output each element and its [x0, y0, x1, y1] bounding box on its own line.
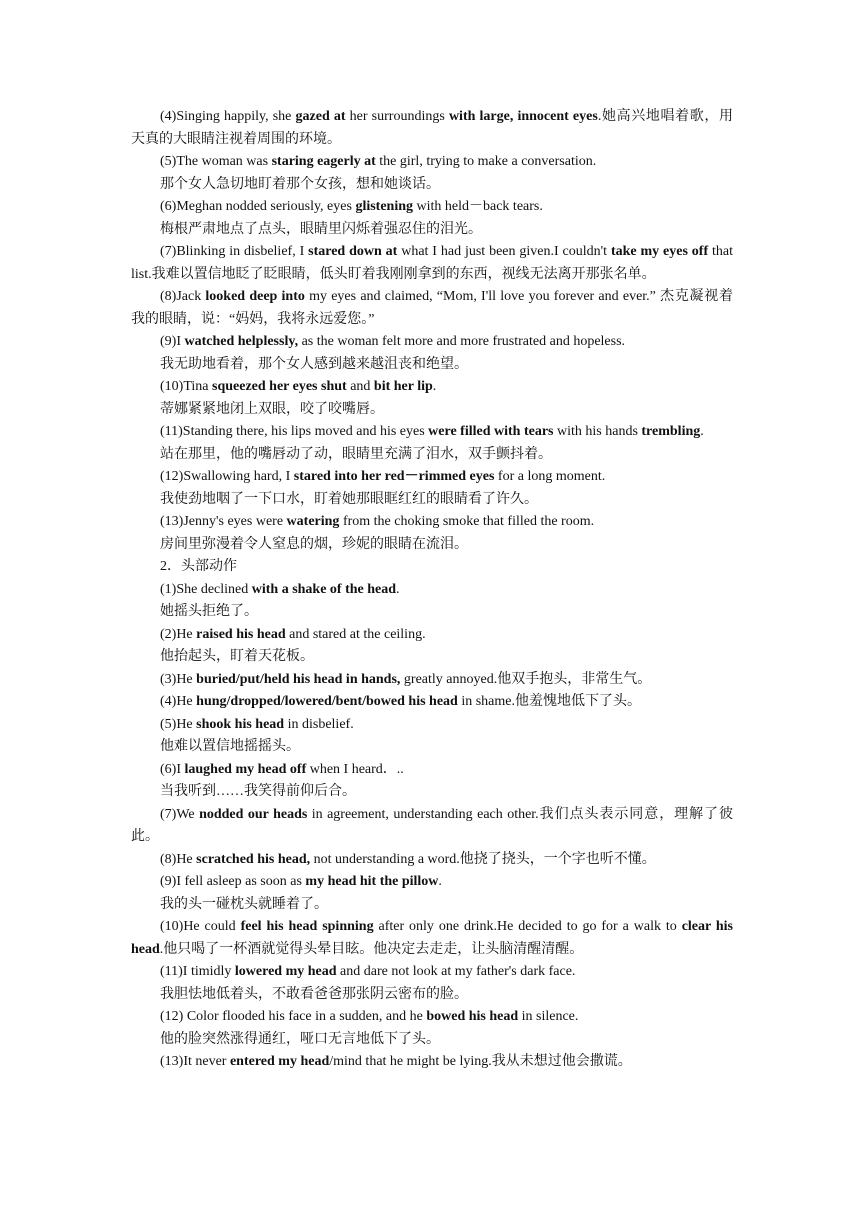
text-run: (1)She declined — [160, 581, 252, 597]
bold-phrase: take my eyes off — [610, 244, 709, 259]
text-run: . — [396, 581, 400, 597]
text-run: (5)He — [160, 716, 197, 732]
bold-phrase: scratched his head, — [196, 851, 311, 867]
bold-phrase: were filled with tears — [428, 424, 554, 439]
paragraph — [131, 804, 733, 849]
text-run: . — [700, 424, 704, 439]
text-run: 我无助地看着，那个女人感到越来越沮丧和绝望。 — [160, 356, 468, 372]
text-run: . — [438, 874, 442, 889]
text-run: (9)I fell asleep as soon as — [160, 874, 306, 889]
text-run: and — [346, 379, 374, 394]
text-run: (2)He — [160, 626, 197, 642]
bold-phrase: nodded our heads — [199, 806, 308, 822]
text-run: greatly annoyed.他双手抱头，非常生气。 — [400, 671, 652, 687]
text-run: .他只喝了一杯酒就觉得头晕目眩。他决定去走走，让头脑清醒清醒。 — [159, 941, 584, 957]
paragraph — [131, 174, 733, 197]
text-run: (8)He — [160, 851, 197, 867]
paragraph — [131, 714, 733, 737]
text-run: 梅根严肃地点了点头，眼睛里闪烁着强忍住的泪光。 — [160, 221, 482, 237]
paragraph — [131, 984, 733, 1007]
bold-phrase: raised his head — [196, 626, 286, 642]
bold-phrase: watering — [286, 514, 340, 529]
bold-phrase: looked deep into — [205, 289, 305, 304]
text-run: in shame.他羞愧地低下了头。 — [457, 694, 641, 709]
paragraph — [131, 736, 733, 759]
bold-phrase: staring eagerly at — [271, 154, 376, 169]
bold-phrase: bit her lip — [373, 379, 433, 394]
text-run: not understanding a word.他挠了挠头，一个字也听不懂。 — [310, 851, 656, 867]
paragraph — [131, 916, 733, 961]
paragraph — [131, 669, 733, 692]
text-run: my eyes and claimed, “Mom, I'll love you forever and ever.” 杰克凝视着我的眼睛，说：“妈妈，我将永远爱您。” — [131, 289, 733, 327]
text-run: the girl, trying to make a conversation. — [375, 154, 597, 169]
text-run: (11)I timidly — [160, 964, 235, 979]
bold-phrase: gazed at — [295, 109, 346, 124]
paragraph — [131, 624, 733, 647]
paragraph — [131, 444, 733, 467]
text-run: 他抬起头，盯着天花板。 — [160, 649, 314, 664]
paragraph — [131, 331, 733, 354]
paragraph — [131, 241, 733, 286]
text-run: in agreement, understanding each other.我们点头表示同意，理解了彼此。 — [131, 806, 733, 844]
text-run: 2．头部动作 — [160, 559, 237, 574]
text-run: . — [432, 379, 437, 394]
paragraph — [131, 399, 733, 422]
text-run: 蒂娜紧紧地闭上双眼，咬了咬嘴唇。 — [160, 401, 384, 417]
bold-phrase: watched helplessly, — [184, 334, 299, 349]
text-run: and dare not look at my father's dark face. — [336, 964, 576, 979]
text-run: 我使劲地咽了一下口水，盯着她那眼眶红红的眼睛看了许久。 — [160, 491, 538, 507]
text-run: (3)He — [160, 671, 197, 687]
text-run: 那个女人急切地盯着那个女孩，想和她谈话。 — [160, 176, 440, 192]
paragraph — [131, 556, 733, 579]
text-run: in disbelief. — [284, 716, 354, 732]
text-run: (5)The woman was — [160, 154, 272, 169]
paragraph — [131, 759, 733, 782]
bold-phrase: hung/dropped/lowered/bent/bowed his head — [196, 694, 458, 709]
text-run: .她高兴地唱着歌，用天真的大眼睛注视着周围的环境。 — [131, 109, 733, 147]
paragraph — [131, 894, 733, 917]
bold-phrase: with large, innocent eyes — [448, 109, 598, 124]
text-run: 当我听到……我笑得前仰后合。 — [160, 784, 356, 799]
bold-phrase: feel his head spinning — [240, 919, 374, 934]
paragraph — [131, 871, 733, 894]
paragraph — [131, 961, 733, 984]
text-run: 房间里弥漫着令人窒息的烟，珍妮的眼睛在流泪。 — [160, 536, 468, 552]
document-body — [131, 106, 733, 1074]
text-run: (7)Blinking in disbelief, I — [160, 244, 309, 259]
text-run: that list.我难以置信地眨了眨眼睛，低头盯着我刚刚拿到的东西，视线无法离开那张名单。 — [131, 244, 734, 282]
paragraph — [131, 849, 733, 872]
text-run: when I heard．.. — [306, 761, 404, 777]
bold-phrase: clear his head — [131, 919, 733, 957]
text-run: her surroundings — [345, 109, 449, 124]
bold-phrase: stared down at — [308, 244, 398, 259]
paragraph — [131, 106, 733, 151]
text-run: 他的脸突然涨得通红，哑口无言地低下了头。 — [160, 1031, 440, 1047]
paragraph — [131, 579, 733, 602]
text-run: (4)Singing happily, she — [160, 109, 296, 124]
text-run: (4)He — [160, 694, 197, 709]
text-run: (13)It never — [160, 1054, 230, 1069]
text-run: as the woman felt more and more frustrated and hopeless. — [298, 334, 626, 349]
text-run: 他难以置信地摇摇头。 — [160, 739, 300, 754]
text-run: (13)Jenny's eyes were — [160, 514, 287, 529]
paragraph — [131, 151, 733, 174]
bold-phrase: bowed his head — [426, 1009, 519, 1024]
text-run: (8)Jack — [160, 289, 206, 304]
bold-phrase: glistening — [355, 199, 414, 214]
text-run: (10)He could — [160, 919, 241, 934]
text-run: (12)Swallowing hard, I — [160, 469, 294, 484]
paragraph — [131, 534, 733, 557]
text-run: 站在那里，他的嘴唇动了动，眼睛里充满了泪水，双手颤抖着。 — [160, 446, 552, 462]
text-run: 我的头一碰枕头就睡着了。 — [160, 896, 328, 912]
bold-phrase: trembling — [641, 424, 701, 439]
text-run: (10)Tina — [160, 379, 212, 394]
paragraph — [131, 511, 733, 534]
paragraph — [131, 489, 733, 512]
bold-phrase: entered my head — [229, 1054, 330, 1069]
paragraph — [131, 781, 733, 804]
paragraph — [131, 691, 733, 714]
text-run: and stared at the ceiling. — [285, 626, 426, 642]
text-run: in silence. — [518, 1009, 579, 1024]
paragraph — [131, 646, 733, 669]
text-run: (12) Color flooded his face in a sudden, and he — [160, 1009, 427, 1024]
paragraph — [131, 1029, 733, 1052]
bold-phrase: shook his head — [196, 716, 285, 732]
paragraph — [131, 376, 733, 399]
text-run: what I had just been given.I couldn't — [397, 244, 611, 259]
text-run: after only one drink.He decided to go for a walk to — [373, 919, 682, 934]
bold-phrase: squeezed her eyes shut — [212, 379, 347, 394]
text-run: /mind that he might be lying.我从未想过他会撒谎。 — [329, 1054, 632, 1069]
paragraph — [131, 1051, 733, 1074]
text-run: for a long moment. — [494, 469, 606, 484]
paragraph — [131, 354, 733, 377]
paragraph — [131, 286, 733, 331]
bold-phrase: my head hit the pillow — [305, 874, 439, 889]
text-run: from the choking smoke that filled the room. — [339, 514, 595, 529]
paragraph — [131, 601, 733, 624]
text-run: 她摇头拒绝了。 — [160, 604, 258, 619]
bold-phrase: buried/put/held his head in hands, — [196, 671, 401, 687]
bold-phrase: stared into her red－rimmed eyes — [293, 469, 495, 484]
text-run: (6)Meghan nodded seriously, eyes — [160, 199, 356, 214]
bold-phrase: laughed my head off — [184, 761, 307, 777]
text-run: (9)I — [160, 334, 185, 349]
bold-phrase: lowered my head — [234, 964, 337, 979]
text-run: (11)Standing there, his lips moved and his eyes — [160, 424, 429, 439]
text-run: 我胆怯地低着头，不敢看爸爸那张阴云密布的脸。 — [160, 986, 468, 1002]
text-run: (6)I — [160, 761, 185, 777]
paragraph — [131, 466, 733, 489]
text-run: with held－back tears. — [413, 199, 543, 214]
text-run: (7)We — [160, 806, 200, 822]
paragraph — [131, 421, 733, 444]
bold-phrase: with a shake of the head — [251, 581, 397, 597]
paragraph — [131, 196, 733, 219]
paragraph — [131, 219, 733, 242]
text-run: with his hands — [553, 424, 642, 439]
paragraph — [131, 1006, 733, 1029]
